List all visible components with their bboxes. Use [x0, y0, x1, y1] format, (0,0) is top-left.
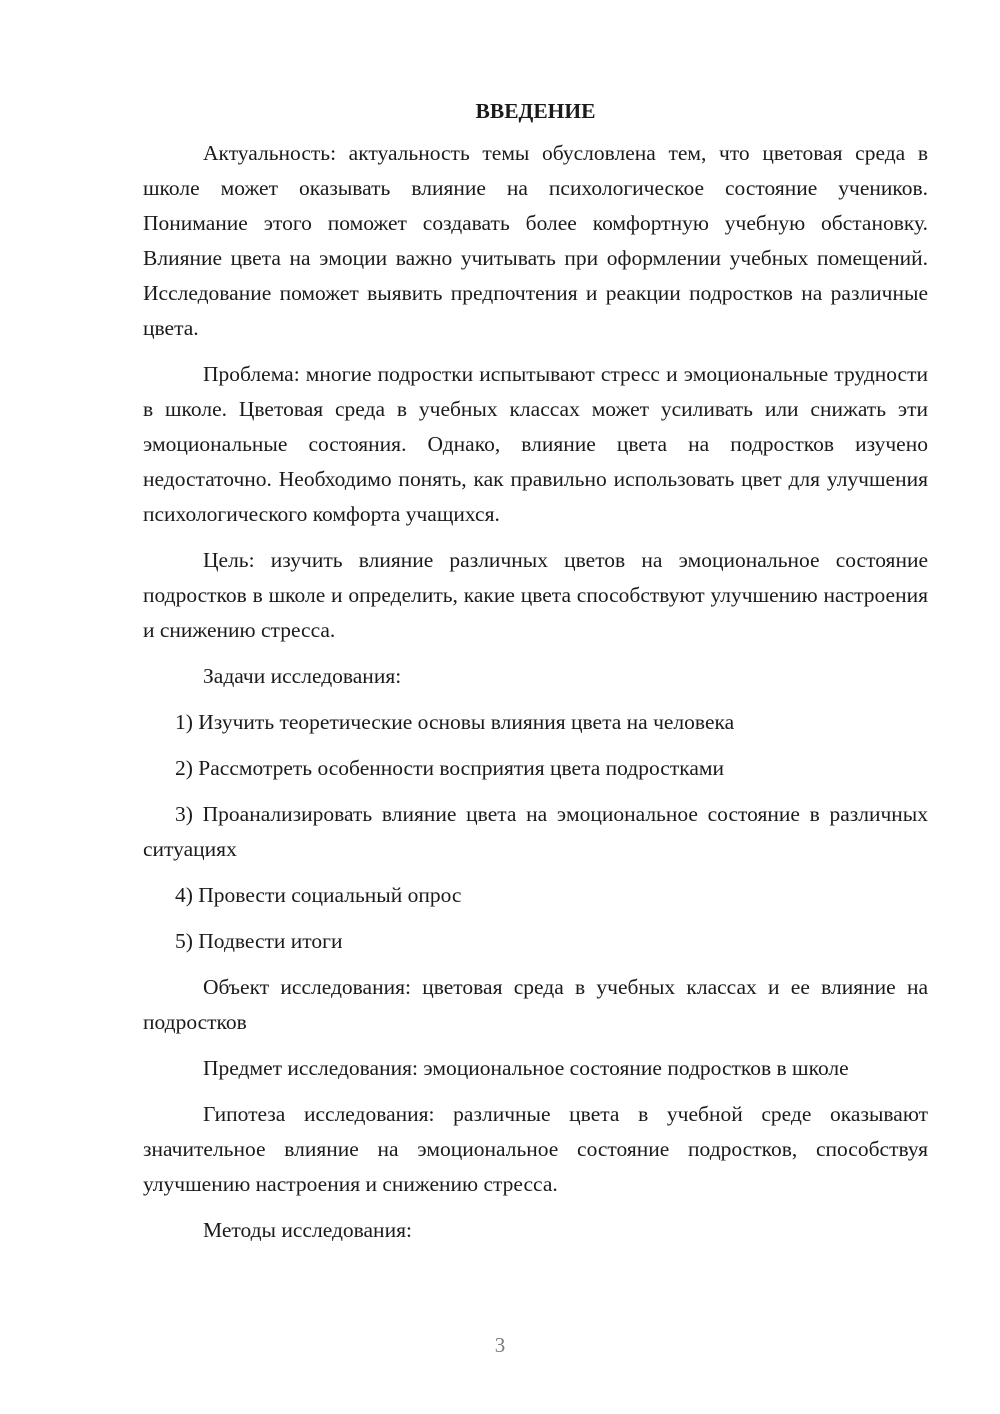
- task-item-1: 1) Изучить теоретические основы влияния цвета на человека: [175, 710, 735, 734]
- paragraph-tasks-heading: Задачи исследования:: [203, 664, 402, 688]
- paragraph-methods-heading: Методы исследования:: [203, 1218, 412, 1242]
- page-number: 3: [494, 1333, 506, 1357]
- paragraph-hypothesis: Гипотеза исследования: различные цвета в учебной среде оказывают значительное влияние на эмоциональное состояние подростков, способствуя улучшению настроения и снижению стресса.: [143, 1102, 928, 1196]
- document-page: [143, 92, 928, 1259]
- paragraph-goal: Цель: изучить влияние различных цветов на эмоциональное состояние подростков в школе и определить, какие цвета способствуют улучшению настроения и снижению стресса.: [143, 548, 928, 642]
- paragraph-relevance: Актуальность: актуальность темы обусловлена тем, что цветовая среда в школе может оказывать влияние на психологическое состояние учеников. Понимание этого поможет создавать более комфортную учебную обстановку. Влияние цвета на эмоции важно учитывать при оформлении учебных помещений. Исследование поможет выявить предпочтения и реакции подростков на различные цвета.: [143, 141, 928, 340]
- paragraph-object: Объект исследования: цветовая среда в учебных классах и ее влияние на подростков: [143, 975, 928, 1034]
- task-item-2: 2) Рассмотреть особенности восприятия цвета подростками: [175, 756, 724, 780]
- task-item-4: 4) Провести социальный опрос: [175, 883, 462, 907]
- section-heading: ВВЕДЕНИЕ: [475, 99, 596, 123]
- paragraph-problem: Проблема: многие подростки испытывают стресс и эмоциональные трудности в школе. Цветовая среда в учебных классах может усиливать или снижать эти эмоциональные состояния. Однако, влияние цвета на подростков изучено недостаточно. Необходимо понять, как правильно использовать цвет для улучшения психологического комфорта учащихся.: [143, 362, 928, 526]
- task-item-3: 3) Проанализировать влияние цвета на эмоциональное состояние в различных ситуациях: [143, 802, 928, 861]
- task-item-5: 5) Подвести итоги: [175, 929, 343, 953]
- paragraph-subject: Предмет исследования: эмоциональное состояние подростков в школе: [203, 1056, 849, 1080]
